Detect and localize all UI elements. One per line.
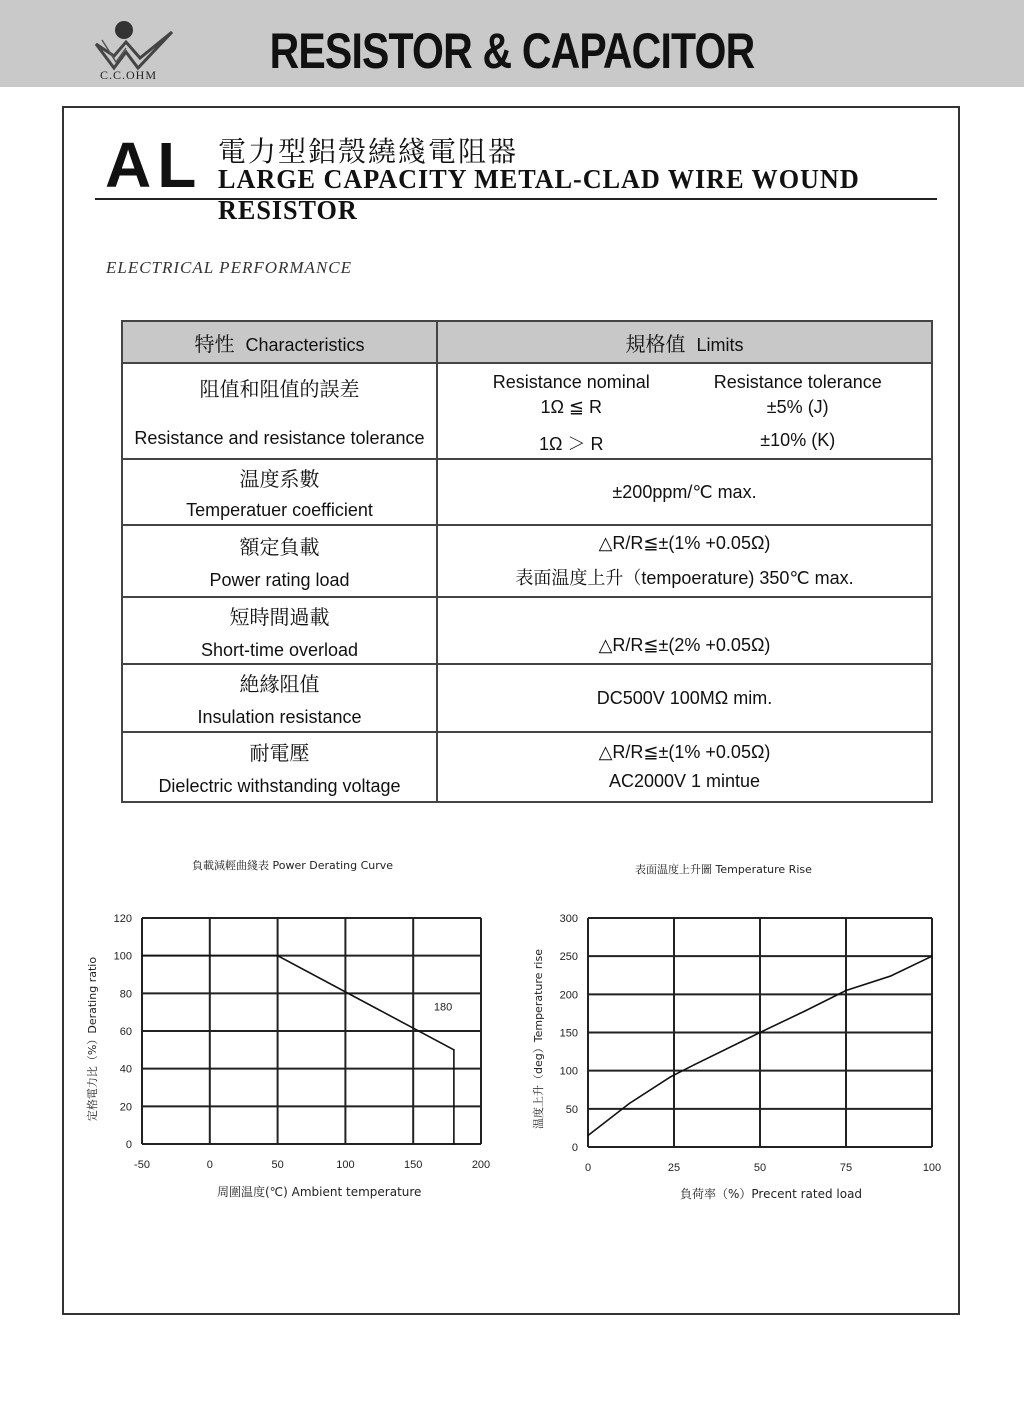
x-tick-label: -50 <box>134 1159 150 1171</box>
y-tick-label: 200 <box>559 989 578 1002</box>
header-characteristics-cn: 特性 <box>194 331 235 356</box>
x-tick-label: 25 <box>667 1162 681 1174</box>
x-tick-label: 100 <box>336 1159 355 1171</box>
chart-annotation: 180 <box>433 1001 453 1014</box>
characteristic-en: Temperatuer coefficient <box>186 500 373 520</box>
product-title-en: LARGE CAPACITY METAL-CLAD WIRE WOUND RESISTOR <box>218 164 860 225</box>
x-tick-label: 50 <box>271 1159 284 1171</box>
characteristic-cn: 阻值和阻值的誤差 <box>199 377 360 401</box>
limit-value: △R/R≦±(2% +0.05Ω) <box>598 635 771 655</box>
y-tick-label: 0 <box>571 1142 578 1154</box>
characteristic-en: Resistance and resistance tolerance <box>134 428 425 448</box>
data-point <box>141 955 143 957</box>
y-tick-label: 20 <box>119 1101 132 1114</box>
y-tick-label: 50 <box>565 1103 578 1116</box>
nominal-value-2: 1Ω ＞ R <box>539 434 604 454</box>
data-point <box>845 990 847 992</box>
header-characteristics-en: Characteristics <box>245 334 365 355</box>
x-tick-label: 0 <box>206 1159 213 1171</box>
y-tick-label: 100 <box>559 1065 578 1078</box>
y-tick-label: 40 <box>119 1063 132 1076</box>
tolerance-value-1: ±5% (J) <box>766 397 829 417</box>
chart-2-title: 表面温度上升圖 Temperature Rise <box>635 863 812 876</box>
chart-1-title: 負載減輕曲綫表 Power Derating Curve <box>192 859 394 872</box>
data-point <box>931 955 933 957</box>
x-tick-label: 75 <box>839 1162 853 1174</box>
y-tick-label: 0 <box>125 1139 132 1151</box>
x-tick-label: 50 <box>753 1162 767 1174</box>
characteristic-cn: 短時間過載 <box>229 604 330 629</box>
data-point <box>587 1135 589 1137</box>
data-point <box>453 1049 455 1051</box>
header-limits-cn: 規格值 <box>625 331 686 356</box>
data-point <box>759 1032 761 1034</box>
y-tick-label: 60 <box>119 1026 132 1038</box>
characteristic-en: Power rating load <box>209 570 350 590</box>
data-point <box>804 1010 806 1012</box>
y-tick-label: 250 <box>559 951 578 964</box>
y-tick-label: 150 <box>559 1027 578 1040</box>
x-tick-label: 200 <box>471 1159 491 1171</box>
characteristic-en: Short-time overload <box>200 639 359 660</box>
header-limits-en: Limits <box>696 334 744 355</box>
characteristic-cn: 耐電壓 <box>249 741 310 765</box>
page-title: RESISTOR & CAPACITOR <box>269 23 755 79</box>
data-point <box>890 975 892 977</box>
y-tick-label: 100 <box>113 950 132 963</box>
product-title-cn: 電力型鋁殼繞綫電阻器 <box>218 135 519 168</box>
limit-value: ±200ppm/℃ max. <box>612 481 757 502</box>
chart-2-xlabel: 負荷率（%）Precent rated load <box>680 1187 863 1201</box>
data-point <box>453 1143 455 1145</box>
x-tick-label: 150 <box>404 1159 423 1171</box>
y-tick-label: 120 <box>113 913 132 925</box>
chart-1-xlabel: 周圍温度(℃) Ambient temperature <box>217 1185 422 1199</box>
y-tick-label: 300 <box>559 913 578 925</box>
limit-value-2: AC2000V 1 mintue <box>608 771 761 791</box>
characteristic-en: Insulation resistance <box>197 707 362 727</box>
product-code: AL <box>105 129 203 201</box>
section-title: ELECTRICAL PERFORMANCE <box>106 258 352 277</box>
data-point <box>670 1076 672 1078</box>
nominal-value-1: 1Ω ≦ R <box>540 397 603 417</box>
logo-text: C.C.OHM <box>100 68 158 82</box>
limit-value-2: 表面温度上升（tempoerature) 350℃ max. <box>515 567 854 588</box>
data-point <box>694 1064 696 1066</box>
y-axis-label: 温度上升（deg）Temperature rise <box>532 949 545 1129</box>
characteristic-en: Dielectric withstanding voltage <box>158 776 401 796</box>
limit-value: DC500V 100MΩ mim. <box>596 687 773 708</box>
series-line <box>142 956 454 1144</box>
nominal-label: Resistance nominal <box>492 372 650 392</box>
y-tick-label: 80 <box>119 988 132 1001</box>
limit-value: △R/R≦±(1% +0.05Ω) <box>598 532 771 553</box>
characteristic-cn: 温度系數 <box>239 467 320 491</box>
characteristic-cn: 額定負載 <box>239 535 320 559</box>
tolerance-label: Resistance tolerance <box>713 372 882 392</box>
data-point <box>277 955 279 957</box>
tolerance-value-2: ±10% (K) <box>760 430 836 450</box>
data-point <box>628 1103 630 1105</box>
limit-value: △R/R≦±(1% +0.05Ω) <box>598 742 771 762</box>
x-tick-label: 100 <box>922 1162 942 1174</box>
characteristic-cn: 絶緣阻值 <box>239 672 320 696</box>
x-tick-label: 0 <box>584 1162 592 1174</box>
y-axis-label: 定格電力比（%）Derating ratio <box>86 956 99 1122</box>
